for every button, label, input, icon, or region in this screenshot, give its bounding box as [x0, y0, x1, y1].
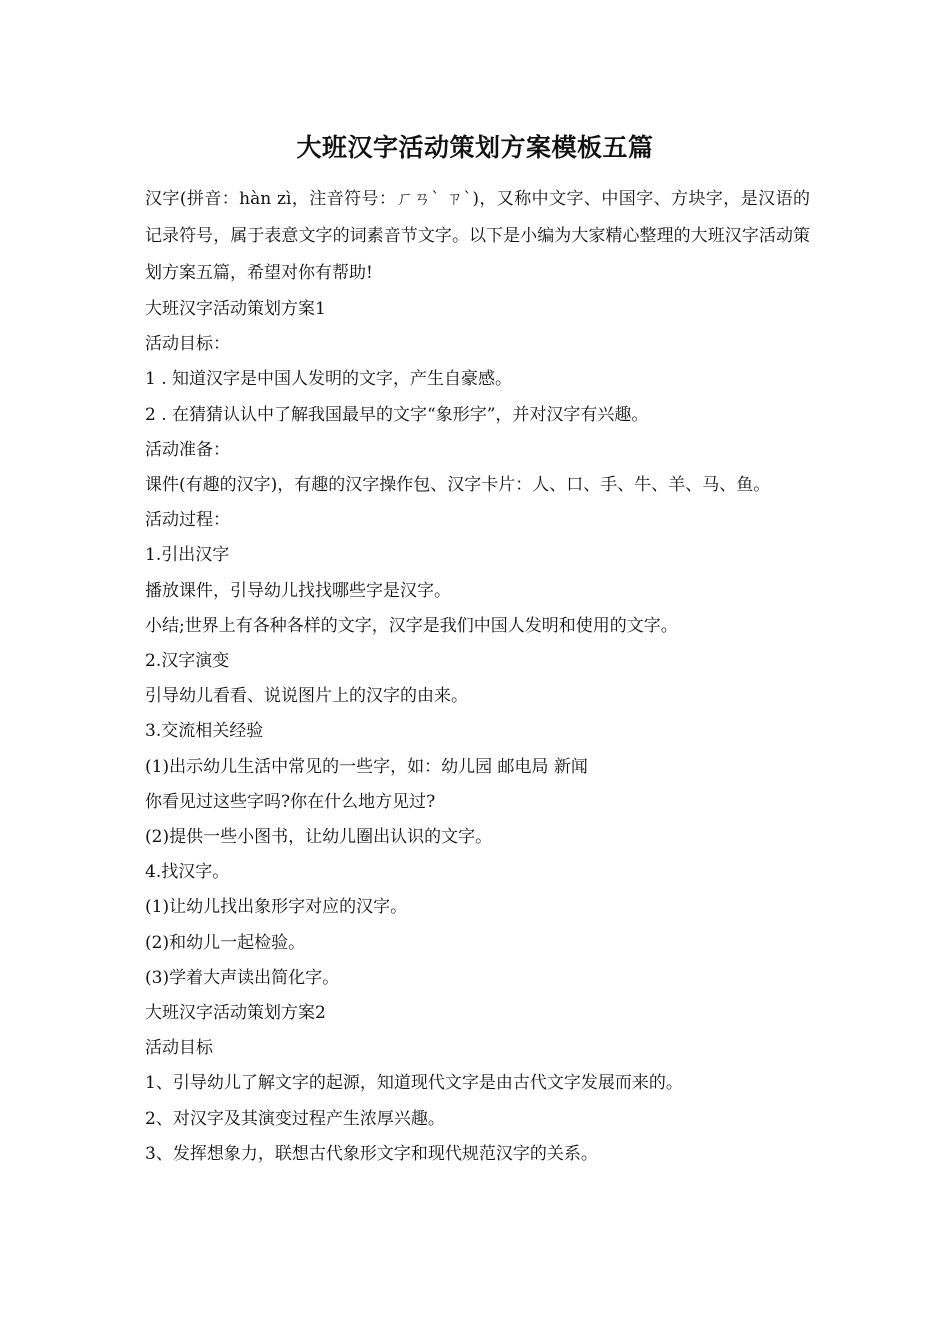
paragraph-line: 4.找汉字。 — [145, 862, 230, 883]
paragraph-line: (2)和幼儿一起检验。 — [145, 932, 306, 953]
document-title: 大班汉字活动策划方案模板五篇 — [296, 133, 654, 162]
paragraph-line: (3)学着大声读出简化字。 — [145, 967, 340, 988]
paragraph-line: 3.交流相关经验 — [145, 721, 264, 742]
paragraph-line: 活动目标： — [145, 334, 230, 355]
paragraph-line: 3、发挥想象力，联想古代象形文字和现代规范汉字的关系。 — [145, 1143, 598, 1164]
paragraph-line: 活动准备： — [145, 439, 230, 460]
intro-paragraph: 汉字(拼音：hàn zì，注音符号：ㄏㄢˋ ㄗˋ)，又称中文字、中国字、方块字，是汉语的记录符号，属于表意文字的词素音节文字。以下是小编为大家精心整理的大班汉字活动策划方案五篇，希望对你有帮助! — [145, 189, 810, 283]
paragraph-line: 2、对汉字及其演变过程产生浓厚兴趣。 — [145, 1108, 445, 1129]
paragraph-line: 课件(有趣的汉字)，有趣的汉字操作包、汉字卡片：人、口、手、牛、羊、马、鱼。 — [145, 475, 771, 496]
paragraph-line: (1)出示幼儿生活中常见的一些字，如：幼儿园 邮电局 新闻 — [145, 756, 588, 777]
paragraph-line: 1.引出汉字 — [145, 545, 230, 566]
paragraph-line: 活动目标 — [145, 1038, 213, 1059]
paragraph-line: 你看见过这些字吗?你在什么地方见过? — [145, 791, 436, 812]
paragraph-line: 播放课件，引导幼儿找找哪些字是汉字。 — [145, 580, 451, 601]
paragraph-line: 1 . 知道汉字是中国人发明的文字，产生自豪感。 — [145, 369, 513, 390]
paragraph-line: 小结;世界上有各种各样的文字，汉字是我们中国人发明和使用的文字。 — [145, 615, 678, 636]
paragraph-line: 引导幼儿看看、说说图片上的汉字的由来。 — [145, 686, 468, 707]
paragraph-line: 2 . 在猜猜认认中了解我国最早的文字“象形字”，并对汉字有兴趣。 — [145, 404, 649, 425]
paragraph-line: (1)让幼儿找出象形字对应的汉字。 — [145, 897, 408, 918]
document-body — [145, 181, 810, 1172]
section-heading: 大班汉字活动策划方案2 — [145, 1003, 326, 1024]
paragraph-line: 活动过程： — [145, 510, 230, 531]
paragraph-line: 2.汉字演变 — [145, 651, 230, 672]
paragraph-line: (2)提供一些小图书，让幼儿圈出认识的文字。 — [145, 827, 493, 848]
section-heading: 大班汉字活动策划方案1 — [145, 299, 326, 319]
paragraph-line: 1、引导幼儿了解文字的起源，知道现代文字是由古代文字发展而来的。 — [145, 1073, 683, 1094]
